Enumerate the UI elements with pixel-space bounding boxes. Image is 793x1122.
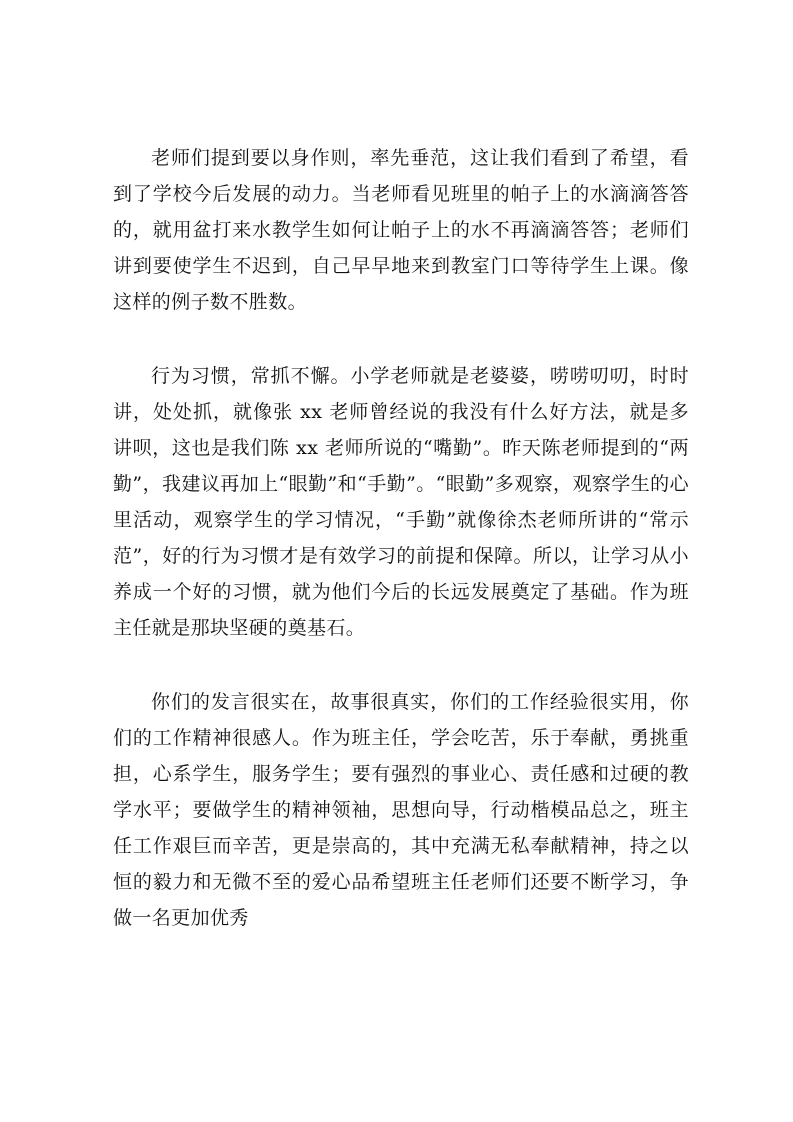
paragraph-1: 老师们提到要以身作则，率先垂范，这让我们看到了希望，看到了学校今后发展的动力。当老师看见班里的帕子上的水滴滴答答的，就用盆打来水教学生如何让帕子上的水不再滴滴答答；老师们讲到要使学生不迟到，自己早早地来到教室门口等待学生上课。像这样的例子数不胜数。 — [113, 147, 689, 313]
document-body — [113, 140, 689, 936]
paragraph-2: 行为习惯，常抓不懈。小学老师就是老婆婆，唠唠叨叨，时时讲，处处抓，就像张 xx 老师曾经说的我没有什么好方法，就是多讲呗，这也是我们陈 xx 老师所说的“嘴勤”。昨天陈老师提到的“两勤”，我建议再加上“眼勤”和“手勤”。“眼勤”多观察，观察学生的心里活动，观察学生的学习情况，“手勤”就像徐杰老师所讲的“常示范”，好的行为习惯才是有效学习的前提和保障。所以，让学习从小养成一个好的习惯，就为他们今后的长远发展奠定了基础。作为班主任就是那块坚硬的奠基石。 — [113, 365, 689, 639]
paragraph-3: 你们的发言很实在，故事很真实，你们的工作经验很实用，你们的工作精神很感人。作为班主任，学会吃苦，乐于奉献，勇挑重担，心系学生，服务学生；要有强烈的事业心、责任感和过硬的教学水平；要做学生的精神领袖，思想向导，行动楷模品总之，班主任工作艰巨而辛苦，更是崇高的，其中充满无私奉献精神，持之以恒的毅力和无微不至的爱心品希望班主任老师们还要不断学习，争做一名更加优秀 — [113, 691, 689, 929]
